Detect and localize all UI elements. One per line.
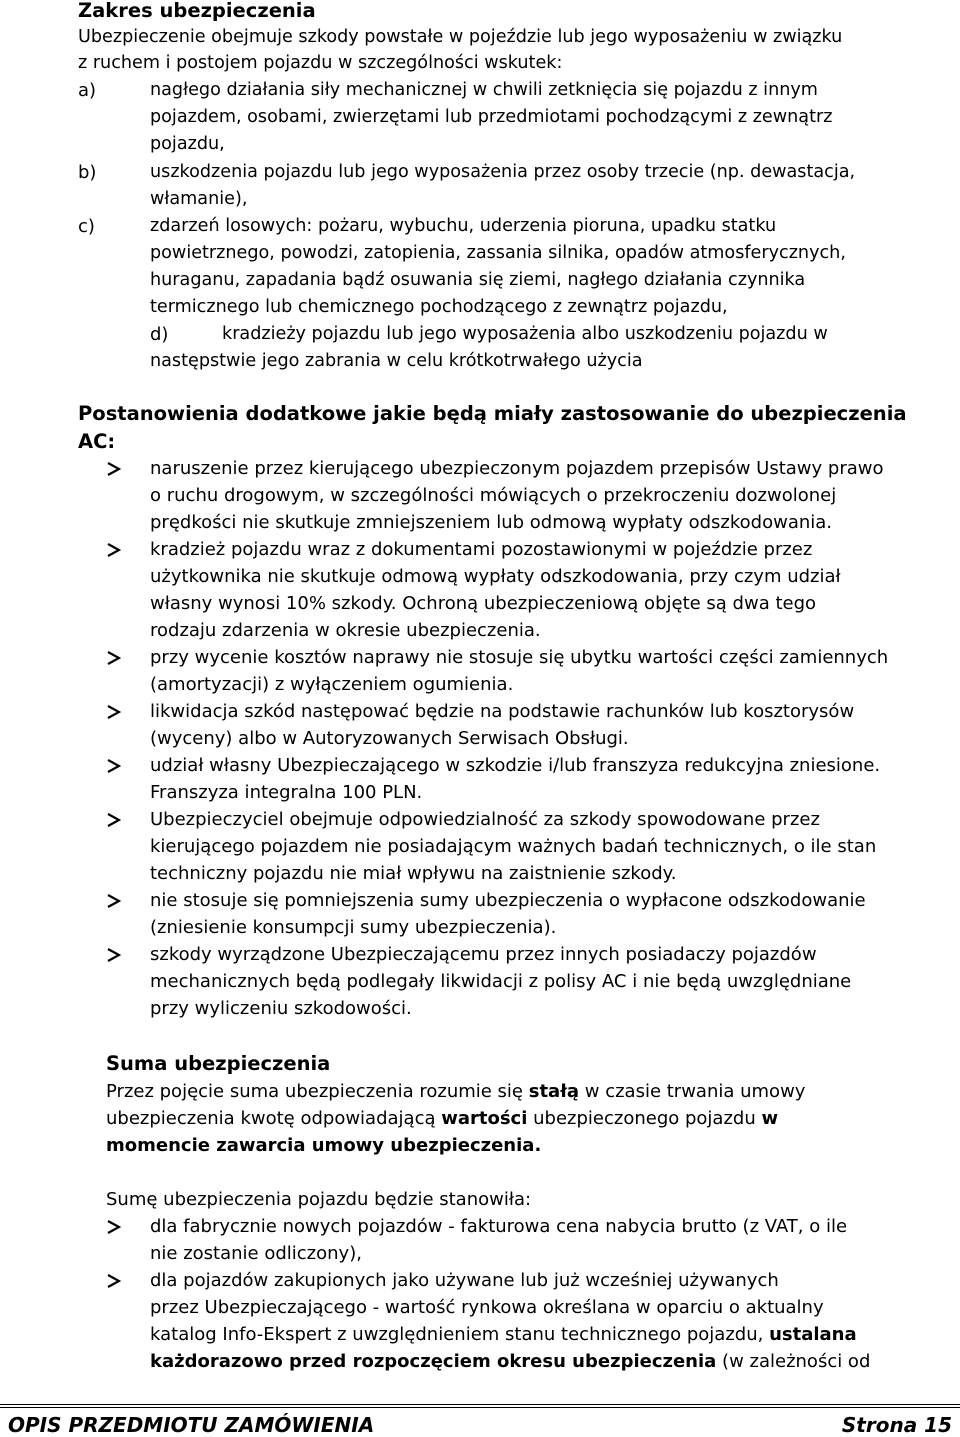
item-a-line-1: nagłego działania siły mechanicznej w chwili zetknięcia się pojazdu z innym <box>150 80 818 100</box>
footer-rule <box>0 1404 960 1408</box>
sum-paragraph-line-2: ubezpieczenia kwotę odpowiadającą wartości ubezpieczonego pojazdu w <box>106 1108 779 1129</box>
item-c-line-3: huraganu, zapadania bądź osuwania się ziemi, nagłego działania czynnika <box>150 270 806 290</box>
section-title-sum-insured: Suma ubezpieczenia <box>106 1052 331 1075</box>
item-c-line-2: powietrznego, powodzi, zatopienia, zassania silnika, opadów atmosferycznych, <box>150 243 846 263</box>
additional-bullet-2-line-1: kradzież pojazdu wraz z dokumentami pozostawionymi w pojeździe przez <box>150 539 813 560</box>
item-b-line-1: uszkodzenia pojazdu lub jego wyposażenia przez osoby trzecie (np. dewastacja, <box>150 162 856 182</box>
item-letter-d: d) <box>150 324 169 345</box>
item-letter-c: c) <box>78 216 95 237</box>
additional-bullet-7-line-2: (zniesienie konsumpcji sumy ubezpieczenia). <box>150 917 557 938</box>
item-a-line-2: pojazdem, osobami, zwierzętami lub przedmiotami pochodzącymi z zewnątrz <box>150 107 833 127</box>
item-a-line-3: pojazdu, <box>150 134 225 154</box>
additional-bullet-2-line-3: własny wynosi 10% szkody. Ochroną ubezpieczeniową objęte są dwa tego <box>150 593 817 614</box>
footer-document-title: OPIS PRZEDMIOTU ZAMÓWIENIA <box>8 1413 375 1437</box>
additional-bullet-4-line-1: likwidacja szkód następować będzie na podstawie rachunków lub kosztorysów <box>150 701 855 722</box>
section-title-additional-line-1: Postanowienia dodatkowe jakie będą miały zastosowanie do ubezpieczenia <box>78 402 907 425</box>
intro-line-2: z ruchem i postojem pojazdu w szczególności wskutek: <box>78 53 563 73</box>
arrow-bullet-icon <box>107 887 127 914</box>
intro-line-1: Ubezpieczenie obejmuje szkody powstałe w pojeździe lub jego wyposażeniu w związku <box>78 27 843 47</box>
item-letter-b: b) <box>78 162 97 183</box>
additional-bullet-2-line-2: użytkownika nie skutkuje odmową wypłaty odszkodowania, przy czym udział <box>150 566 841 587</box>
additional-bullet-6-line-1: Ubezpieczyciel obejmuje odpowiedzialność za szkody spowodowane przez <box>150 809 820 830</box>
sum-bullet-2-line-4: każdorazowo przed rozpoczęciem okresu ubezpieczenia (w zależności od <box>150 1351 871 1372</box>
additional-bullet-6-line-3: techniczny pojazdu nie miał wpływu na zaistnienie szkody. <box>150 863 677 884</box>
arrow-bullet-icon <box>107 806 127 833</box>
section-title-additional-line-2: AC: <box>78 430 116 453</box>
sum-bullet-2-line-2: przez Ubezpieczającego - wartość rynkowa określana w oparciu o aktualny <box>150 1297 824 1318</box>
item-letter-a: a) <box>78 80 97 101</box>
additional-bullet-5-line-2: Franszyza integralna 100 PLN. <box>150 782 423 803</box>
additional-bullet-1-line-1: naruszenie przez kierującego ubezpieczonym pojazdem przepisów Ustawy prawo <box>150 458 884 479</box>
additional-bullet-4-line-2: (wyceny) albo w Autoryzowanych Serwisach Obsługi. <box>150 728 629 749</box>
additional-bullet-7-line-1: nie stosuje się pomniejszenia sumy ubezpieczenia o wypłacone odszkodowanie <box>150 890 866 911</box>
item-c-line-1: zdarzeń losowych: pożaru, wybuchu, uderzenia pioruna, upadku statku <box>150 216 777 236</box>
sum-bullet-2-line-3: katalog Info-Ekspert z uwzględnieniem stanu technicznego pojazdu, ustalana <box>150 1324 857 1345</box>
additional-bullet-5-line-1: udział własny Ubezpieczającego w szkodzie i/lub franszyza redukcyjna zniesione. <box>150 755 881 776</box>
additional-bullet-3-line-1: przy wycenie kosztów naprawy nie stosuje się ubytku wartości części zamiennych <box>150 647 889 668</box>
additional-bullet-6-line-2: kierującego pojazdem nie posiadającym ważnych badań technicznych, o ile stan <box>150 836 877 857</box>
sum-bullet-2-line-1: dla pojazdów zakupionych jako używane lub już wcześniej używanych <box>150 1270 779 1291</box>
additional-bullet-8-line-3: przy wyliczeniu szkodowości. <box>150 998 412 1019</box>
footer-page-number: Strona 15 <box>841 1413 952 1437</box>
section-title-scope: Zakres ubezpieczenia <box>78 0 316 22</box>
arrow-bullet-icon <box>107 1267 127 1294</box>
sum-intro-line: Sumę ubezpieczenia pojazdu będzie stanowiła: <box>106 1189 532 1210</box>
arrow-bullet-icon <box>107 644 127 671</box>
additional-bullet-2-line-4: rodzaju zdarzenia w okresie ubezpieczenia. <box>150 620 541 641</box>
sum-bullet-1-line-1: dla fabrycznie nowych pojazdów - fakturowa cena nabycia brutto (z VAT, o ile <box>150 1216 848 1237</box>
arrow-bullet-icon <box>107 1213 127 1240</box>
item-c-line-4: termicznego lub chemicznego pochodzącego z zewnątrz pojazdu, <box>150 297 728 317</box>
item-d-line-2: następstwie jego zabrania w celu krótkotrwałego użycia <box>150 351 643 371</box>
item-d-line-1: kradzieży pojazdu lub jego wyposażenia albo uszkodzeniu pojazdu w <box>222 324 828 344</box>
additional-bullet-1-line-3: prędkości nie skutkuje zmniejszeniem lub odmową wypłaty odszkodowania. <box>150 512 833 533</box>
arrow-bullet-icon <box>107 536 127 563</box>
sum-paragraph-line-1: Przez pojęcie suma ubezpieczenia rozumie się stałą w czasie trwania umowy <box>106 1081 806 1102</box>
additional-bullet-8-line-2: mechanicznych będą podlegały likwidacji z polisy AC i nie będą uwzględniane <box>150 971 852 992</box>
additional-bullet-1-line-2: o ruchu drogowym, w szczególności mówiących o przekroczeniu dozwolonej <box>150 485 837 506</box>
item-b-line-2: włamanie), <box>150 189 248 209</box>
additional-bullet-8-line-1: szkody wyrządzone Ubezpieczającemu przez innych posiadaczy pojazdów <box>150 944 817 965</box>
arrow-bullet-icon <box>107 752 127 779</box>
arrow-bullet-icon <box>107 941 127 968</box>
additional-bullet-3-line-2: (amortyzacji) z wyłączeniem ogumienia. <box>150 674 514 695</box>
sum-paragraph-line-3: momencie zawarcia umowy ubezpieczenia. <box>106 1135 542 1156</box>
arrow-bullet-icon <box>107 455 127 482</box>
arrow-bullet-icon <box>107 698 127 725</box>
sum-bullet-1-line-2: nie zostanie odliczony), <box>150 1243 362 1264</box>
